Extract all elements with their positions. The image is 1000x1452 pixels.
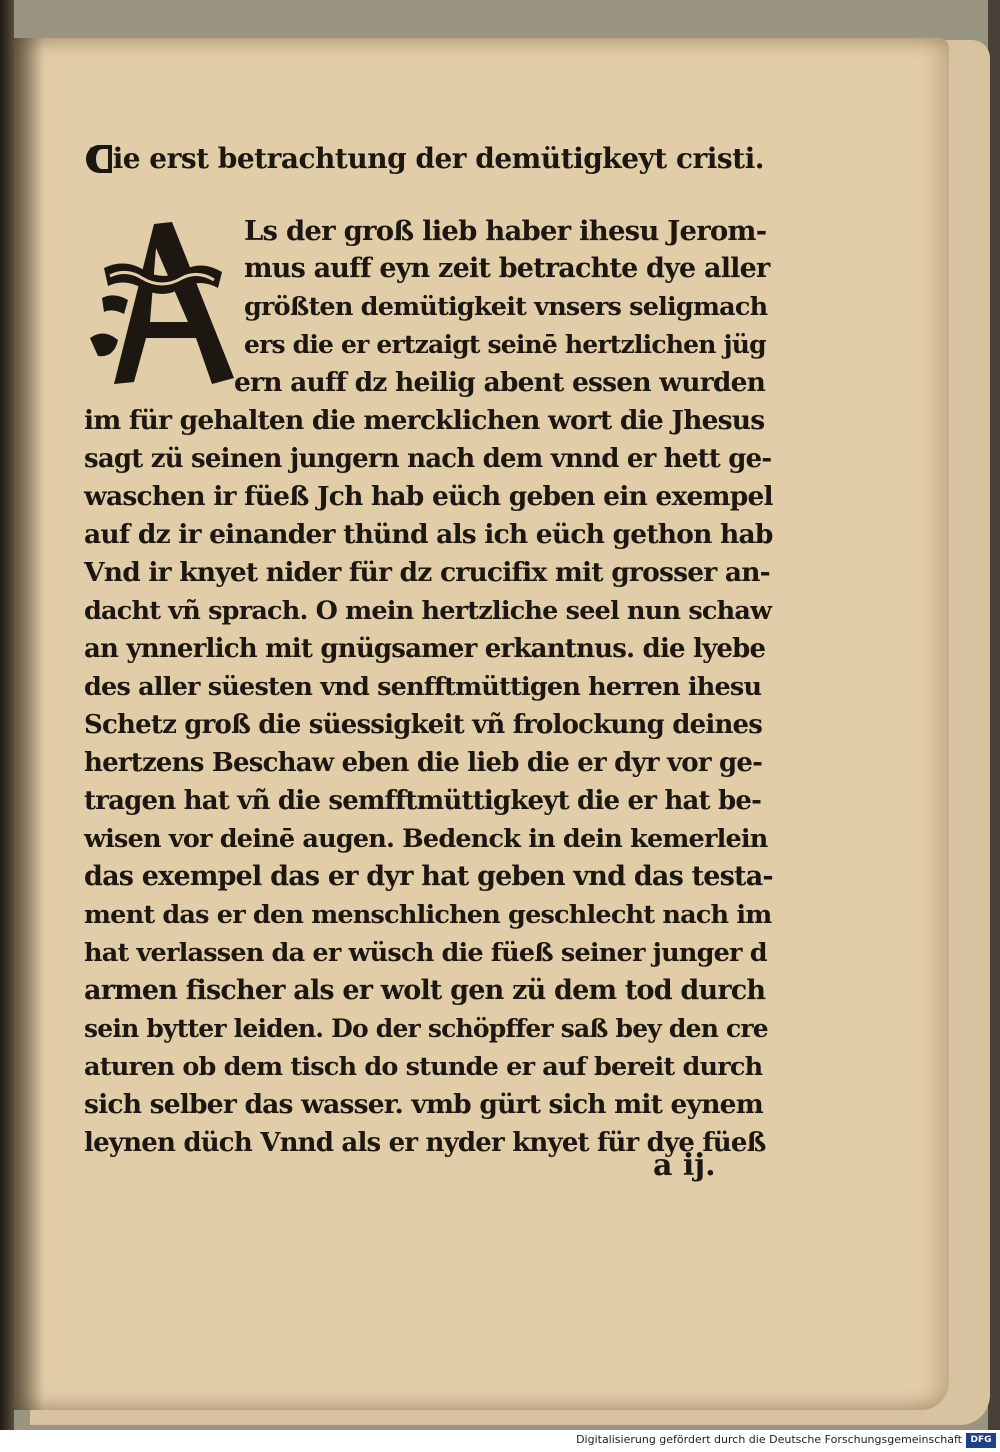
text-line: an ynnerlich mit gnügsamer erkantnus. die lyebe	[84, 634, 766, 664]
text-line: hertzens Beschaw eben die lieb die er dyr vor ge-	[84, 748, 763, 778]
text-line: aturen ob dem tisch do stunde er auf bereit durch	[84, 1052, 763, 1082]
page-gutter-shadow	[14, 38, 44, 1410]
text-line: sagt zü seinen jungern nach dem vnnd er hett ge-	[84, 444, 772, 474]
text-line: Vnd ir knyet nider für dz crucifix mit grosser an-	[84, 557, 770, 588]
initial-letter-text: A	[164, 368, 165, 369]
text-line: wisen vor deinē augen. Bedenck in dein kemerlein	[84, 824, 768, 854]
chapter-heading-text: Die erst betrachtung der demütigkeyt cristi.	[88, 141, 764, 175]
text-line: im für gehalten die mercklichen wort die Jhesus	[84, 405, 765, 436]
text-line: tragen hat vñ die semfftmüttigkeyt die er hat be-	[84, 786, 762, 816]
text-line: ers die er ertzaigt seinē hertzlichen jüg	[244, 330, 766, 359]
dfg-logo: DFG	[966, 1433, 996, 1448]
text-line: hat verlassen da er wüsch die füeß seiner junger d	[84, 938, 767, 968]
text-line: mus auff eyn zeit betrachte dye aller	[244, 253, 770, 284]
text-line: dacht vñ sprach. O mein hertzliche seel nun schaw	[84, 596, 772, 626]
text-line: Schetz groß die süessigkeit vñ frolockung deines	[84, 710, 763, 740]
text-line: das exempel das er dyr hat geben vnd das testa-	[84, 861, 773, 892]
text-line: ern auff dz heilig abent essen wurden	[234, 367, 766, 398]
text-line: ment das er den menschlichen geschlecht nach im	[84, 900, 772, 930]
chapter-heading	[84, 136, 764, 180]
text-line: sich selber das wasser. vmb gürt sich mit eynem	[84, 1089, 763, 1120]
decorated-initial-letter	[84, 218, 244, 388]
footer-bar	[0, 1430, 1000, 1452]
text-line: des aller süesten vnd senfftmüttigen herren ihesu	[84, 672, 762, 702]
text-line: Ls der groß lieb haber ihesu Jerom-	[244, 215, 767, 247]
text-line: auf dz ir einander thünd als ich eüch gethon hab	[84, 519, 773, 550]
text-line: leynen düch Vnnd als er nyder knyet für dye füeß	[84, 1128, 766, 1158]
text-line: waschen ir füeß Jch hab eüch geben ein exempel	[84, 481, 773, 512]
book-spine-edge	[0, 0, 14, 1430]
text-line: armen fischer als er wolt gen zü dem tod durch	[84, 975, 766, 1006]
text-line: größten demütigkeit vnsers seligmach	[244, 292, 768, 322]
signature-mark: a ij.	[653, 1148, 716, 1183]
text-line: sein bytter leiden. Do der schöpffer saß bey den cre	[84, 1014, 768, 1043]
footer-credit: Digitalisierung gefördert durch die Deutsche Forschungsgemeinschaft	[576, 1433, 962, 1446]
pilcrow-icon	[84, 141, 85, 175]
